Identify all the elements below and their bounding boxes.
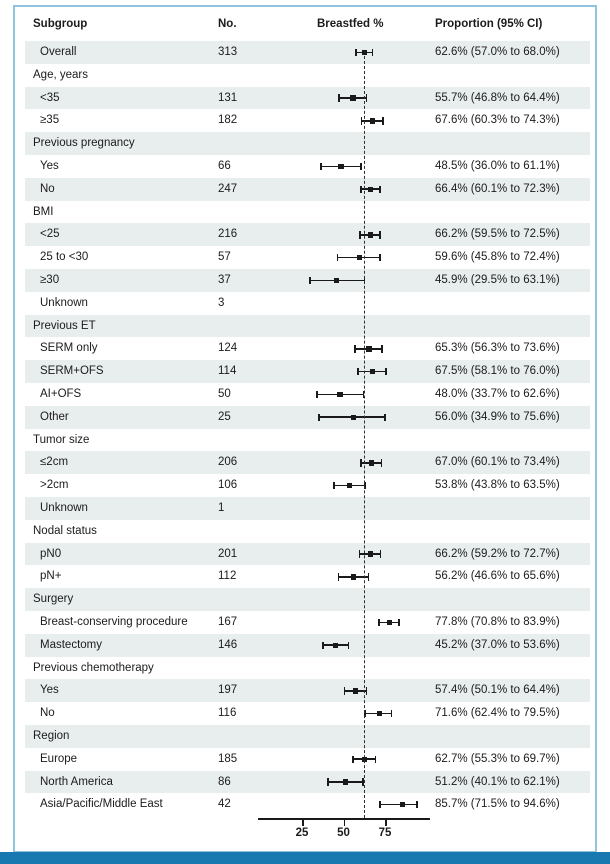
ci-cap-right bbox=[385, 368, 387, 375]
proportion-ci-text: 66.2% (59.2% to 72.7%) bbox=[435, 547, 560, 560]
ci-cap-left bbox=[316, 391, 318, 398]
group-header-row bbox=[25, 201, 590, 224]
point-estimate-marker bbox=[368, 187, 373, 192]
n-value: 146 bbox=[218, 638, 238, 651]
n-value: 206 bbox=[218, 456, 238, 469]
subgroup-label: SERM only bbox=[40, 342, 98, 355]
group-header-row bbox=[25, 315, 590, 338]
table-row bbox=[25, 87, 590, 110]
proportion-ci-text: 85.7% (71.5% to 94.6%) bbox=[435, 798, 560, 811]
ci-cap-right bbox=[348, 642, 350, 649]
subgroup-label: Overall bbox=[40, 46, 77, 58]
proportion-ci-text: 53.8% (43.8% to 63.5%) bbox=[435, 479, 560, 492]
group-header-row bbox=[25, 588, 590, 611]
n-value: 247 bbox=[218, 182, 238, 195]
subgroup-label: Europe bbox=[40, 752, 78, 765]
point-estimate-marker bbox=[369, 460, 374, 465]
subgroup-label: Mastectomy bbox=[40, 638, 102, 651]
n-value: 185 bbox=[218, 752, 238, 765]
n-value: 50 bbox=[218, 387, 231, 400]
proportion-ci-text: 65.3% (56.3% to 73.6%) bbox=[435, 342, 560, 355]
table-row bbox=[25, 337, 590, 360]
ci-cap-right bbox=[381, 459, 383, 466]
ci-cap-left bbox=[352, 756, 354, 763]
proportion-ci-text: 56.2% (46.6% to 65.6%) bbox=[435, 570, 560, 583]
table-row bbox=[25, 360, 590, 383]
proportion-ci-text: 67.5% (58.1% to 76.0%) bbox=[435, 365, 560, 378]
table-row bbox=[25, 451, 590, 474]
column-header-breastfed-pct: Breastfed % bbox=[317, 18, 384, 30]
ci-cap-right bbox=[368, 573, 370, 580]
n-value: 124 bbox=[218, 342, 238, 355]
point-estimate-marker bbox=[338, 164, 343, 169]
subgroup-label: Breast-conserving procedure bbox=[40, 615, 188, 628]
x-axis-tick bbox=[302, 818, 304, 826]
n-value: 201 bbox=[218, 547, 238, 560]
subgroup-label: Asia/Pacific/Middle East bbox=[40, 798, 163, 811]
table-row bbox=[25, 269, 590, 292]
x-axis-tick-label: 50 bbox=[337, 827, 350, 839]
subgroup-label: North America bbox=[40, 775, 113, 788]
proportion-ci-text: 55.7% (46.8% to 64.4%) bbox=[435, 91, 560, 104]
table-row bbox=[25, 246, 590, 269]
subgroup-label: Other bbox=[40, 410, 69, 423]
subgroup-label: BMI bbox=[33, 205, 54, 218]
subgroup-label: <25 bbox=[40, 228, 60, 241]
subgroup-label: ≤2cm bbox=[40, 456, 69, 469]
subgroup-label: <35 bbox=[40, 91, 60, 104]
ci-cap-left bbox=[338, 94, 340, 101]
table-row bbox=[25, 543, 590, 566]
n-value: 313 bbox=[218, 46, 238, 58]
table-row bbox=[25, 611, 590, 634]
proportion-ci-text: 62.6% (57.0% to 68.0%) bbox=[435, 46, 560, 58]
n-value: 106 bbox=[218, 479, 238, 492]
n-value: 182 bbox=[218, 114, 238, 127]
ci-cap-left bbox=[318, 414, 320, 421]
ci-cap-left bbox=[337, 254, 339, 261]
proportion-ci-text: 67.6% (60.3% to 74.3%) bbox=[435, 114, 560, 127]
subgroup-label: ≥35 bbox=[40, 114, 60, 127]
point-estimate-marker bbox=[353, 688, 358, 693]
ci-cap-right bbox=[379, 186, 381, 193]
ci-cap-right bbox=[360, 163, 362, 170]
group-header-row bbox=[25, 520, 590, 543]
table-row bbox=[25, 771, 590, 794]
ci-cap-left bbox=[309, 277, 311, 284]
ci-cap-left bbox=[344, 687, 346, 694]
subgroup-label: Previous ET bbox=[33, 319, 96, 332]
table-row bbox=[25, 474, 590, 497]
point-estimate-marker bbox=[366, 346, 371, 351]
ci-cap-left bbox=[355, 49, 357, 56]
proportion-ci-text: 56.0% (34.9% to 75.6%) bbox=[435, 410, 560, 423]
proportion-ci-text: 45.9% (29.5% to 63.1%) bbox=[435, 273, 560, 286]
column-header-subgroup: Subgroup bbox=[33, 18, 88, 30]
proportion-ci-text: 62.7% (55.3% to 69.7%) bbox=[435, 752, 560, 765]
ci-cap-left bbox=[327, 778, 329, 785]
ci-cap-right bbox=[416, 801, 418, 808]
proportion-ci-text: 45.2% (37.0% to 53.6%) bbox=[435, 638, 560, 651]
proportion-ci-text: 59.6% (45.8% to 72.4%) bbox=[435, 251, 560, 264]
ci-cap-left bbox=[354, 345, 356, 352]
ci-cap-left bbox=[357, 368, 359, 375]
n-value: 1 bbox=[218, 501, 225, 514]
table-row bbox=[25, 223, 590, 246]
subgroup-label: Yes bbox=[40, 159, 59, 172]
subgroup-label: SERM+OFS bbox=[40, 365, 104, 378]
subgroup-label: Age, years bbox=[33, 68, 88, 81]
proportion-ci-text: 66.4% (60.1% to 72.3%) bbox=[435, 182, 560, 195]
point-estimate-marker bbox=[362, 50, 367, 55]
point-estimate-marker bbox=[370, 118, 375, 123]
table-row bbox=[25, 292, 590, 315]
table-row bbox=[25, 109, 590, 132]
ci-cap-left bbox=[360, 186, 362, 193]
x-axis-tick bbox=[344, 818, 346, 826]
ci-cap-left bbox=[338, 573, 340, 580]
subgroup-label: pN0 bbox=[40, 547, 62, 560]
group-header-row bbox=[25, 657, 590, 680]
point-estimate-marker bbox=[370, 369, 375, 374]
point-estimate-marker bbox=[334, 278, 339, 283]
subgroup-label: Unknown bbox=[40, 501, 88, 514]
table-row bbox=[25, 155, 590, 178]
ci-cap-left bbox=[378, 619, 380, 626]
point-estimate-marker bbox=[350, 95, 355, 100]
subgroup-table bbox=[25, 41, 590, 816]
ci-cap-right bbox=[379, 254, 381, 261]
subgroup-label: Surgery bbox=[33, 593, 74, 606]
table-row bbox=[25, 634, 590, 657]
table-row bbox=[25, 565, 590, 588]
point-estimate-marker bbox=[357, 255, 362, 260]
subgroup-label: Previous chemotherapy bbox=[33, 661, 154, 674]
proportion-ci-text: 51.2% (40.1% to 62.1%) bbox=[435, 775, 560, 788]
n-value: 114 bbox=[218, 365, 237, 378]
group-header-row bbox=[25, 429, 590, 452]
subgroup-label: Region bbox=[33, 729, 70, 742]
subgroup-label: >2cm bbox=[40, 479, 69, 492]
proportion-ci-text: 67.0% (60.1% to 73.4%) bbox=[435, 456, 560, 469]
ci-cap-left bbox=[359, 550, 361, 557]
ci-cap-right bbox=[382, 117, 384, 124]
x-axis-tick-label: 75 bbox=[378, 827, 392, 839]
n-value: 86 bbox=[218, 775, 231, 788]
subgroup-label: Previous pregnancy bbox=[33, 137, 135, 150]
ci-cap-right bbox=[375, 756, 377, 763]
n-value: 42 bbox=[218, 798, 231, 811]
n-value: 3 bbox=[218, 296, 225, 309]
subgroup-label: No bbox=[40, 182, 55, 195]
ci-cap-right bbox=[398, 619, 400, 626]
point-estimate-marker bbox=[387, 620, 392, 625]
table-row bbox=[25, 383, 590, 406]
ci-cap-left bbox=[333, 482, 335, 489]
n-value: 197 bbox=[218, 684, 238, 697]
ci-cap-right bbox=[366, 94, 368, 101]
n-value: 25 bbox=[218, 410, 231, 423]
n-value: 57 bbox=[218, 251, 231, 264]
point-estimate-marker bbox=[368, 232, 373, 237]
group-header-row bbox=[25, 132, 590, 155]
table-row bbox=[25, 748, 590, 771]
subgroup-label: pN+ bbox=[40, 570, 62, 583]
bottom-accent-bar bbox=[0, 852, 610, 864]
proportion-ci-text: 71.6% (62.4% to 79.5%) bbox=[435, 707, 560, 720]
subgroup-label: Unknown bbox=[40, 296, 88, 309]
proportion-ci-text: 77.8% (70.8% to 83.9%) bbox=[435, 615, 560, 628]
group-header-row bbox=[25, 64, 590, 87]
table-row bbox=[25, 497, 590, 520]
ci-cap-left bbox=[322, 642, 324, 649]
ci-cap-left bbox=[361, 117, 363, 124]
table-row bbox=[25, 178, 590, 201]
point-estimate-marker bbox=[333, 643, 338, 648]
point-estimate-marker bbox=[337, 392, 342, 397]
column-header-proportion-ci: Proportion (95% CI) bbox=[435, 18, 543, 30]
proportion-ci-text: 57.4% (50.1% to 64.4%) bbox=[435, 684, 560, 697]
n-value: 112 bbox=[218, 570, 237, 583]
ci-cap-right bbox=[379, 231, 381, 238]
table-row bbox=[25, 702, 590, 725]
n-value: 37 bbox=[218, 273, 231, 286]
subgroup-label: Nodal status bbox=[33, 524, 97, 537]
ci-cap-right bbox=[391, 710, 393, 717]
table-row bbox=[25, 41, 590, 64]
point-estimate-marker bbox=[347, 483, 352, 488]
proportion-ci-text: 66.2% (59.5% to 72.5%) bbox=[435, 228, 560, 241]
overall-reference-dashed-line bbox=[364, 56, 365, 818]
x-axis-tick bbox=[385, 818, 387, 826]
ci-cap-right bbox=[380, 550, 382, 557]
proportion-ci-text: 48.5% (36.0% to 61.1%) bbox=[435, 159, 560, 172]
group-header-row bbox=[25, 725, 590, 748]
subgroup-label: AI+OFS bbox=[40, 387, 82, 400]
subgroup-label: 25 to <30 bbox=[40, 251, 89, 264]
subgroup-label: Tumor size bbox=[33, 433, 90, 446]
point-estimate-marker bbox=[377, 711, 382, 716]
table-row bbox=[25, 793, 590, 816]
n-value: 216 bbox=[218, 228, 238, 241]
ci-cap-right bbox=[381, 345, 383, 352]
proportion-ci-text: 48.0% (33.7% to 62.6%) bbox=[435, 387, 560, 400]
point-estimate-marker bbox=[400, 802, 405, 807]
subgroup-label: ≥30 bbox=[40, 273, 60, 286]
subgroup-label: No bbox=[40, 707, 55, 720]
ci-cap-left bbox=[359, 231, 361, 238]
n-value: 116 bbox=[218, 707, 237, 720]
column-header-no: No. bbox=[218, 18, 237, 30]
ci-cap-left bbox=[360, 459, 362, 466]
n-value: 66 bbox=[218, 159, 231, 172]
n-value: 167 bbox=[218, 615, 238, 628]
point-estimate-marker bbox=[351, 574, 356, 579]
x-axis-tick-label: 25 bbox=[295, 827, 309, 839]
table-row bbox=[25, 679, 590, 702]
point-estimate-marker bbox=[343, 779, 348, 784]
ci-cap-right bbox=[366, 687, 368, 694]
point-estimate-marker bbox=[368, 551, 373, 556]
ci-line bbox=[379, 804, 417, 806]
table-row bbox=[25, 406, 590, 429]
ci-cap-right bbox=[384, 414, 386, 421]
point-estimate-marker bbox=[351, 415, 356, 420]
subgroup-label: Yes bbox=[40, 684, 59, 697]
ci-cap-left bbox=[379, 801, 381, 808]
ci-cap-left bbox=[320, 163, 322, 170]
n-value: 131 bbox=[218, 91, 238, 104]
ci-cap-right bbox=[372, 49, 374, 56]
